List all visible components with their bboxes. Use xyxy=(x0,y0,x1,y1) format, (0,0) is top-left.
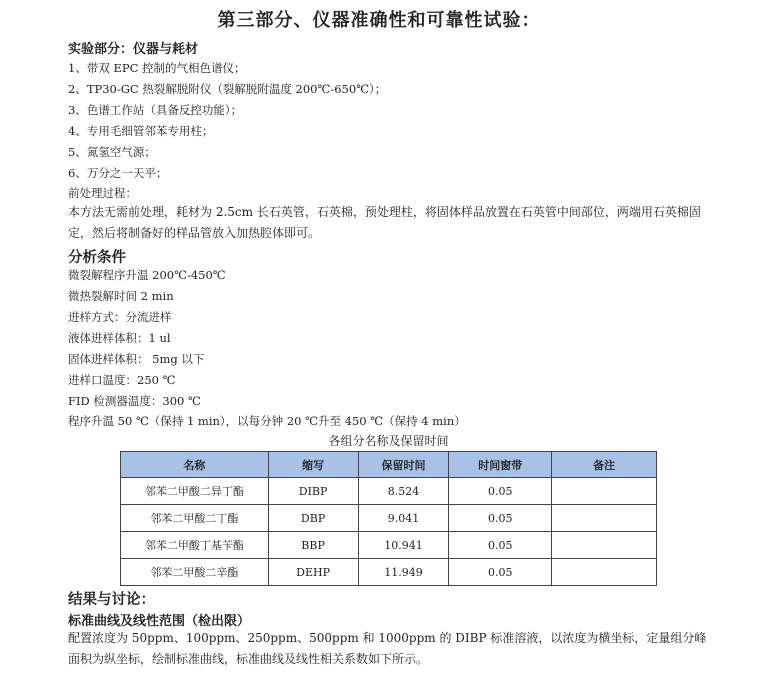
table-cell xyxy=(552,505,657,532)
table-cell: 邻苯二甲酸二丁酯 xyxy=(121,505,269,532)
condition-item: 进样口温度：250 ℃ xyxy=(68,373,176,387)
table-cell xyxy=(552,559,657,586)
table-cell: DIBP xyxy=(268,478,358,505)
pretreatment-label: 前处理过程： xyxy=(68,186,137,200)
column-header: 备注 xyxy=(552,452,657,478)
table-cell: 邻苯二甲酸丁基苄酯 xyxy=(121,532,269,559)
condition-item: 液体进样体积：1 ul xyxy=(68,331,171,345)
table-cell: 11.949 xyxy=(358,559,449,586)
table-cell: 邻苯二甲酸二辛酯 xyxy=(121,559,269,586)
equipment-item: 3、色谱工作站（具备反控功能）； xyxy=(68,103,243,117)
table-row xyxy=(121,478,657,505)
table-cell xyxy=(552,532,657,559)
column-header: 保留时间 xyxy=(358,452,449,478)
table-cell xyxy=(552,478,657,505)
column-header: 名称 xyxy=(121,452,269,478)
condition-item: 微热裂解时间 2 min xyxy=(68,289,174,303)
equipment-item: 4、专用毛细管邻苯专用柱； xyxy=(68,124,214,138)
equipment-item: 2、TP30-GC 热裂解脱附仪（裂解脱附温度 200℃-650℃）； xyxy=(68,82,387,96)
table-cell: 0.05 xyxy=(449,478,552,505)
table-cell: 10.941 xyxy=(358,532,449,559)
table-cell: DEHP xyxy=(268,559,358,586)
condition-item: 微裂解程序升温 200℃-450℃ xyxy=(68,268,226,282)
table-cell: 邻苯二甲酸二异丁酯 xyxy=(121,478,269,505)
section-heading-conditions: 分析条件 xyxy=(68,250,126,266)
table-cell: 0.05 xyxy=(449,505,552,532)
condition-item: FID 检测器温度：300 ℃ xyxy=(68,394,201,408)
table-cell: DBP xyxy=(268,505,358,532)
table-cell: BBP xyxy=(268,532,358,559)
equipment-item: 6、万分之一天平； xyxy=(68,166,168,180)
condition-item: 固体进样体积： 5mg 以下 xyxy=(68,352,205,366)
equipment-item: 1、带双 EPC 控制的气相色谱仪； xyxy=(68,61,246,75)
condition-item: 程序升温 50 ℃（保持 1 min），以每分钟 20 ℃升至 450 ℃（保持 4 min） xyxy=(68,414,466,428)
retention-time-table xyxy=(120,451,657,586)
pretreatment-paragraph: 本方法无需前处理，耗材为 2.5cm 长石英管，石英棉，预处理柱，将固体样品放置在石英管中间部位，两端用石英棉固定，然后将制备好的样品管放入加热腔体即可。 xyxy=(68,205,701,240)
condition-item: 进样方式：分流进样 xyxy=(68,310,172,324)
table-header-row xyxy=(121,452,657,478)
table-cell: 0.05 xyxy=(449,532,552,559)
section-heading-results: 结果与讨论： xyxy=(68,592,155,608)
table-row xyxy=(121,559,657,586)
page-title: 第三部分、仪器准确性和可靠性试验： xyxy=(217,10,541,31)
table-cell: 0.05 xyxy=(449,559,552,586)
table-caption: 各组分名称及保留时间 xyxy=(328,434,449,448)
equipment-item: 5、氮氢空气源； xyxy=(68,145,156,159)
table-row xyxy=(121,505,657,532)
table-cell: 9.041 xyxy=(358,505,449,532)
subheading-calibration: 标准曲线及线性范围（检出限） xyxy=(68,614,251,629)
table-cell: 8.524 xyxy=(358,478,449,505)
column-header: 时间窗带 xyxy=(449,452,552,478)
table-row xyxy=(121,532,657,559)
results-paragraph: 配置浓度为 50ppm、100ppm、250ppm、500ppm 和 1000ppm 的 DIBP 标准溶液，以浓度为横坐标，定量组分峰面积为纵坐标，绘制标准曲线，标准曲线及线性相关系数如下所示。 xyxy=(68,631,707,666)
column-header: 缩写 xyxy=(268,452,358,478)
section-heading-equipment: 实验部分：仪器与耗材 xyxy=(68,42,199,57)
